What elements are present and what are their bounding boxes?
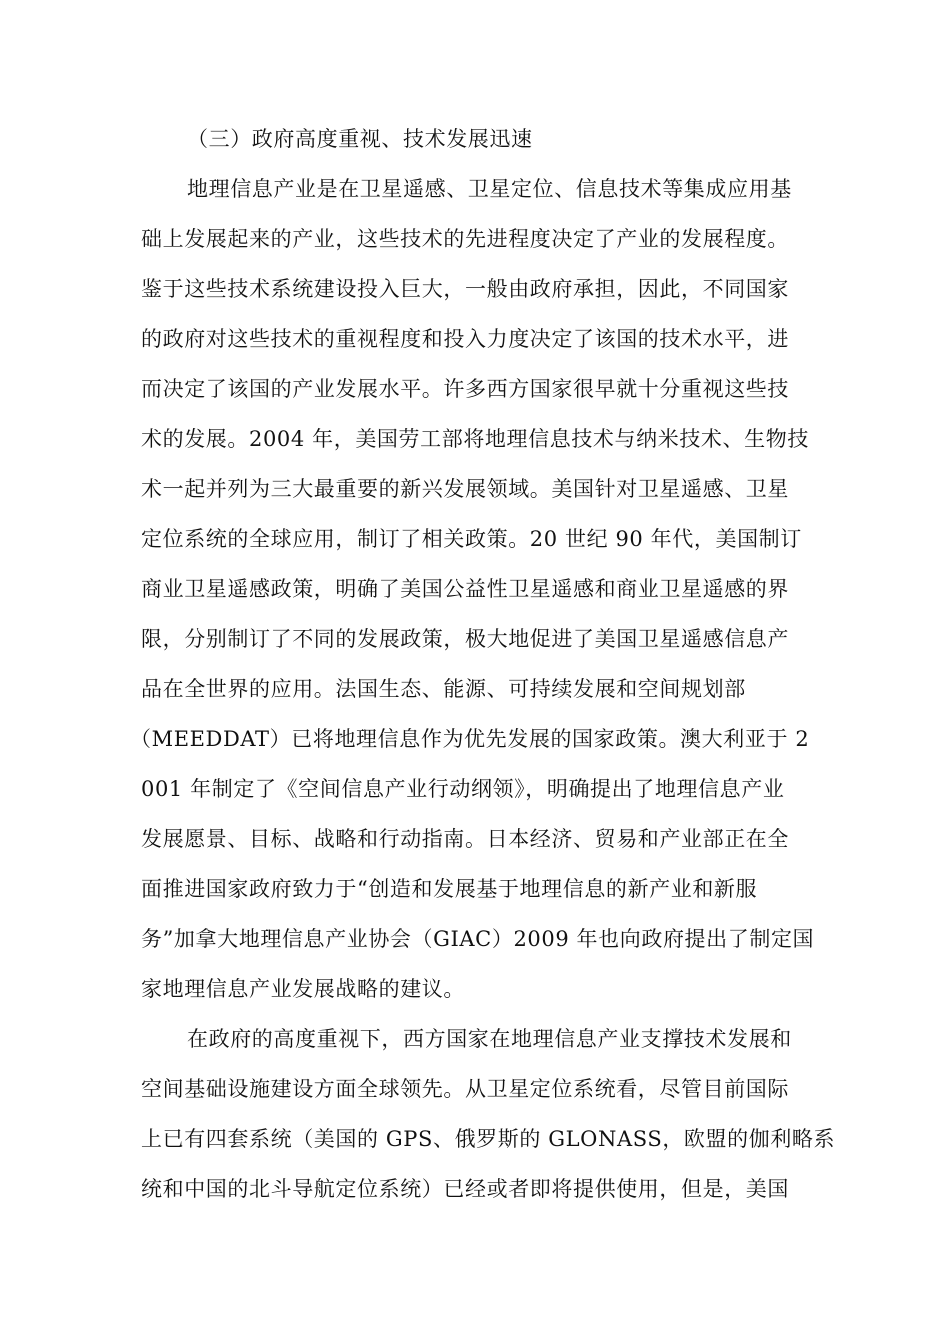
paragraph-line: 001 年制定了《空间信息产业行动纲领》，明确提出了地理信息产业 xyxy=(141,777,785,801)
paragraph-line: 品在全世界的应用。法国生态、能源、可持续发展和空间规划部 xyxy=(141,677,746,701)
paragraph-line: 务”加拿大地理信息产业协会（GIAC）2009 年也向政府提出了制定国 xyxy=(141,927,815,951)
paragraph-line: 统和中国的北斗导航定位系统）已经或者即将提供使用，但是，美国 xyxy=(141,1177,789,1201)
paragraph-line: 商业卫星遥感政策，明确了美国公益性卫星遥感和商业卫星遥感的界 xyxy=(141,577,789,601)
paragraph-line: 术的发展。2004 年，美国劳工部将地理信息技术与纳米技术、生物技 xyxy=(141,427,809,451)
paragraph-line: 地理信息产业是在卫星遥感、卫星定位、信息技术等集成应用基 xyxy=(187,177,792,201)
paragraph-line: 术一起并列为三大最重要的新兴发展领域。美国针对卫星遥感、卫星 xyxy=(141,477,789,501)
section-heading: （三）政府高度重视、技术发展迅速 xyxy=(187,127,533,151)
paragraph-line: 定位系统的全球应用，制订了相关政策。20 世纪 90 年代，美国制订 xyxy=(141,527,802,551)
paragraph-line: 鉴于这些技术系统建设投入巨大，一般由政府承担，因此，不同国家 xyxy=(141,277,789,301)
paragraph-line: 在政府的高度重视下，西方国家在地理信息产业支撑技术发展和 xyxy=(187,1027,792,1051)
paragraph-line: 础上发展起来的产业，这些技术的先进程度决定了产业的发展程度。 xyxy=(141,227,789,251)
paragraph-line: 上已有四套系统（美国的 GPS、俄罗斯的 GLONASS，欧盟的伽利略系 xyxy=(141,1127,836,1151)
paragraph-line: 家地理信息产业发展战略的建议。 xyxy=(141,977,465,1001)
paragraph-line: （MEEDDAT）已将地理信息作为优先发展的国家政策。澳大利亚于 2 xyxy=(130,727,810,751)
paragraph-line: 而决定了该国的产业发展水平。许多西方国家很早就十分重视这些技 xyxy=(141,377,789,401)
paragraph-line: 空间基础设施建设方面全球领先。从卫星定位系统看，尽管目前国际 xyxy=(141,1077,789,1101)
paragraph-line: 的政府对这些技术的重视程度和投入力度决定了该国的技术水平，进 xyxy=(141,327,789,351)
paragraph-line: 限，分别制订了不同的发展政策，极大地促进了美国卫星遥感信息产 xyxy=(141,627,789,651)
paragraph-line: 发展愿景、目标、战略和行动指南。日本经济、贸易和产业部正在全 xyxy=(141,827,789,851)
paragraph-line: 面推进国家政府致力于“创造和发展基于地理信息的新产业和新服 xyxy=(141,877,758,901)
